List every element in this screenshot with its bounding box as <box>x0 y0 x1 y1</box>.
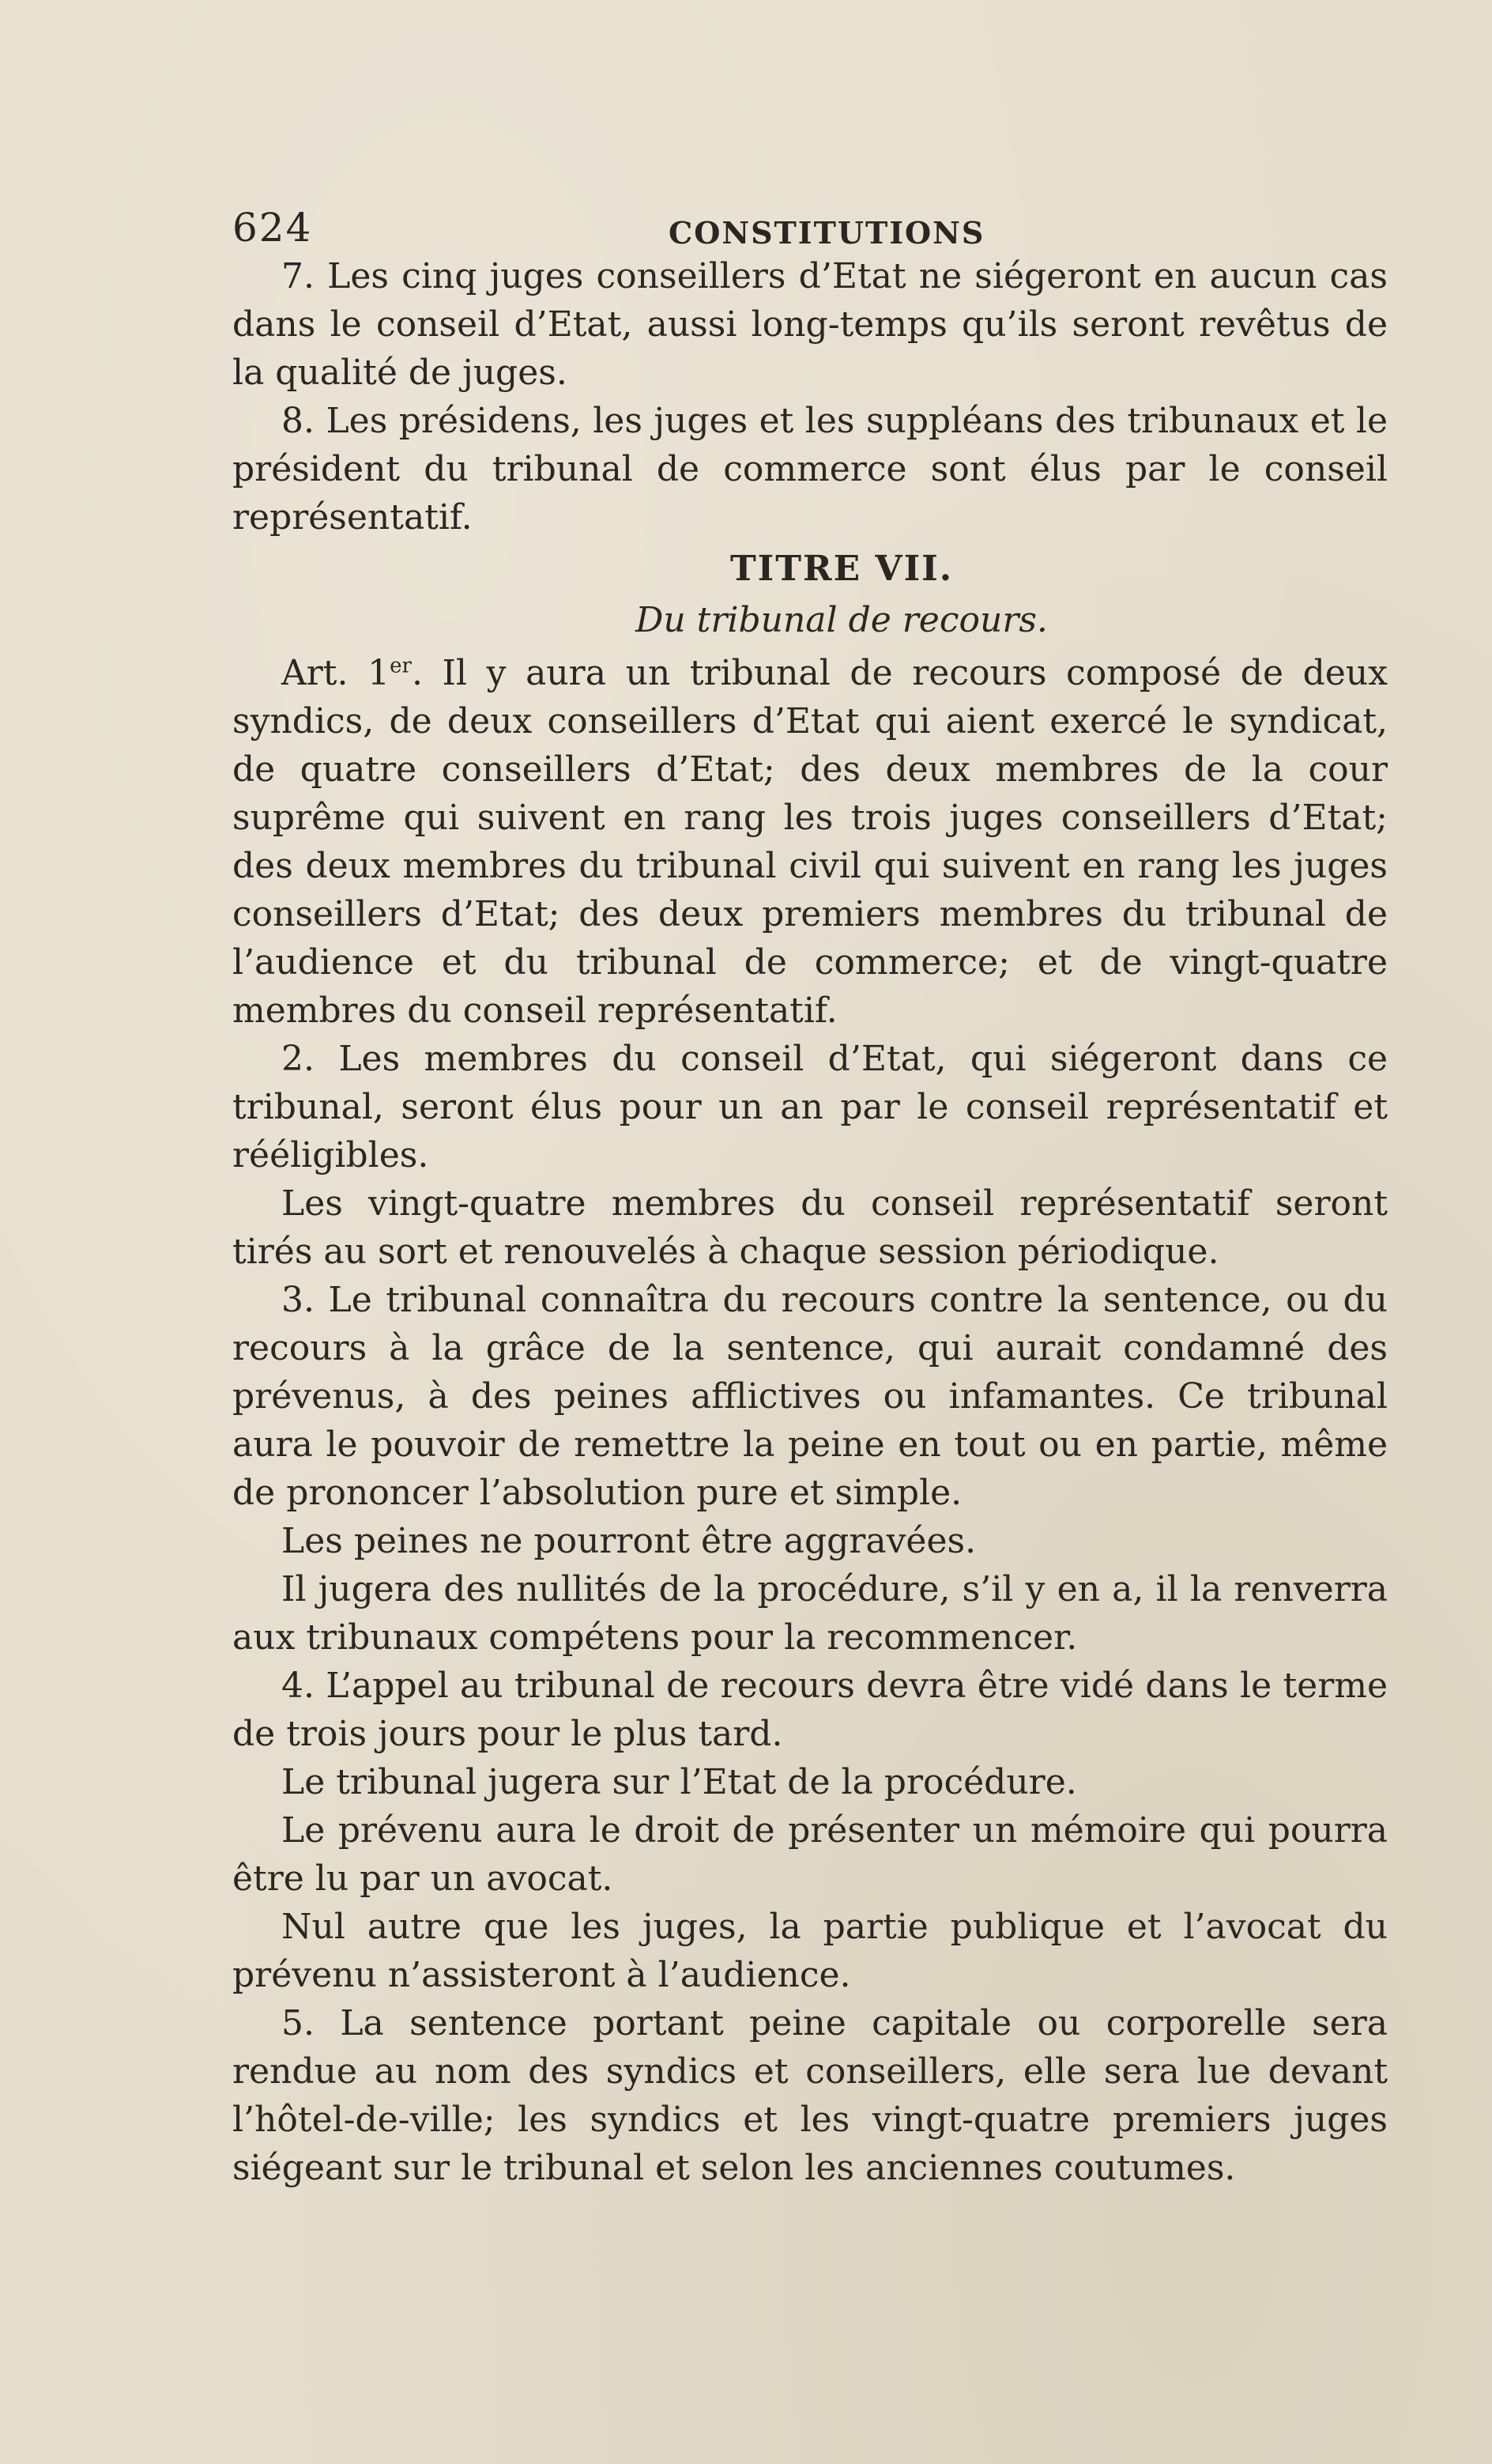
paragraph-article-2-continued: Les vingt-quatre membres du conseil représentatif seront tirés au sort et renouvelés à chaque session périodique. <box>232 1183 1388 1272</box>
paragraph-article-3-nullities: Il jugera des nullités de la procédure, s’il y en a, il la renverra aux tribunaux compétens pour la recommencer. <box>232 1569 1388 1658</box>
section-subtitle: Du tribunal de recours. <box>635 600 1048 640</box>
page-number: 624 <box>232 205 313 251</box>
paragraph-article-2: 2. Les membres du conseil d’Etat, qui siégeront dans ce tribunal, seront élus pour un an par le conseil représentatif et rééligibles. <box>232 1039 1388 1175</box>
paragraph-article-3-penalties: Les peines ne pourront être aggravées. <box>281 1521 977 1561</box>
paragraph-article-4-memoire: Le prévenu aura le droit de présenter un mémoire qui pourra être lu par un avocat. <box>232 1810 1388 1899</box>
article-1-text: . Il y aura un tribunal de recours composé de deux syndics, de deux conseillers d’Etat qui aient exercé le syndicat, de quatre conseillers d’Etat; des deux membres de la cour suprême qui suivent en rang les trois juges conseillers d’Etat; des deux membres du tribunal civil qui suivent en rang les juges conseillers d’Etat; des deux premiers membres du tribunal de l’audience et du tribunal de commerce; et de vingt-quatre membres du conseil représentatif. <box>232 653 1388 1031</box>
paragraph-article-3: 3. Le tribunal connaîtra du recours contre la sentence, ou du recours à la grâce de la sentence, qui aurait condamné des prévenus, à des peines afflictives ou infamantes. Ce tribunal aura le pouvoir de remettre la peine en tout ou en partie, même de prononcer l’absolution pure et simple. <box>232 1280 1388 1513</box>
running-title: CONSTITUTIONS <box>669 215 985 251</box>
page-text <box>232 204 1388 2192</box>
paragraph-article-1 <box>232 649 1388 1035</box>
section-title: TITRE VII. <box>729 549 954 589</box>
paragraph-article-7: 7. Les cinq juges conseillers d’Etat ne siégeront en aucun cas dans le conseil d’Etat, aussi long-temps qu’ils seront revêtus de la qualité de juges. <box>232 256 1388 393</box>
paragraph-article-4-procedure: Le tribunal jugera sur l’Etat de la procédure. <box>281 1762 1077 1802</box>
article-1-superscript: er <box>390 654 412 678</box>
paragraph-article-4: 4. L’appel au tribunal de recours devra être vidé dans le terme de trois jours pour le plus tard. <box>232 1666 1388 1754</box>
paragraph-article-8: 8. Les présidens, les juges et les suppléans des tribunaux et le président du tribunal de commerce sont élus par le conseil représentatif. <box>232 401 1388 538</box>
paragraph-article-4-audience: Nul autre que les juges, la partie publique et l’avocat du prévenu n’assisteront à l’audience. <box>232 1907 1388 1995</box>
article-1-prefix: Art. 1 <box>281 653 390 693</box>
paragraph-article-5: 5. La sentence portant peine capitale ou corporelle sera rendue au nom des syndics et conseillers, elle sera lue devant l’hôtel-de-ville; les syndics et les vingt-quatre premiers juges siégeant sur le tribunal et selon les anciennes coutumes. <box>232 2003 1388 2188</box>
running-head <box>232 204 1388 252</box>
